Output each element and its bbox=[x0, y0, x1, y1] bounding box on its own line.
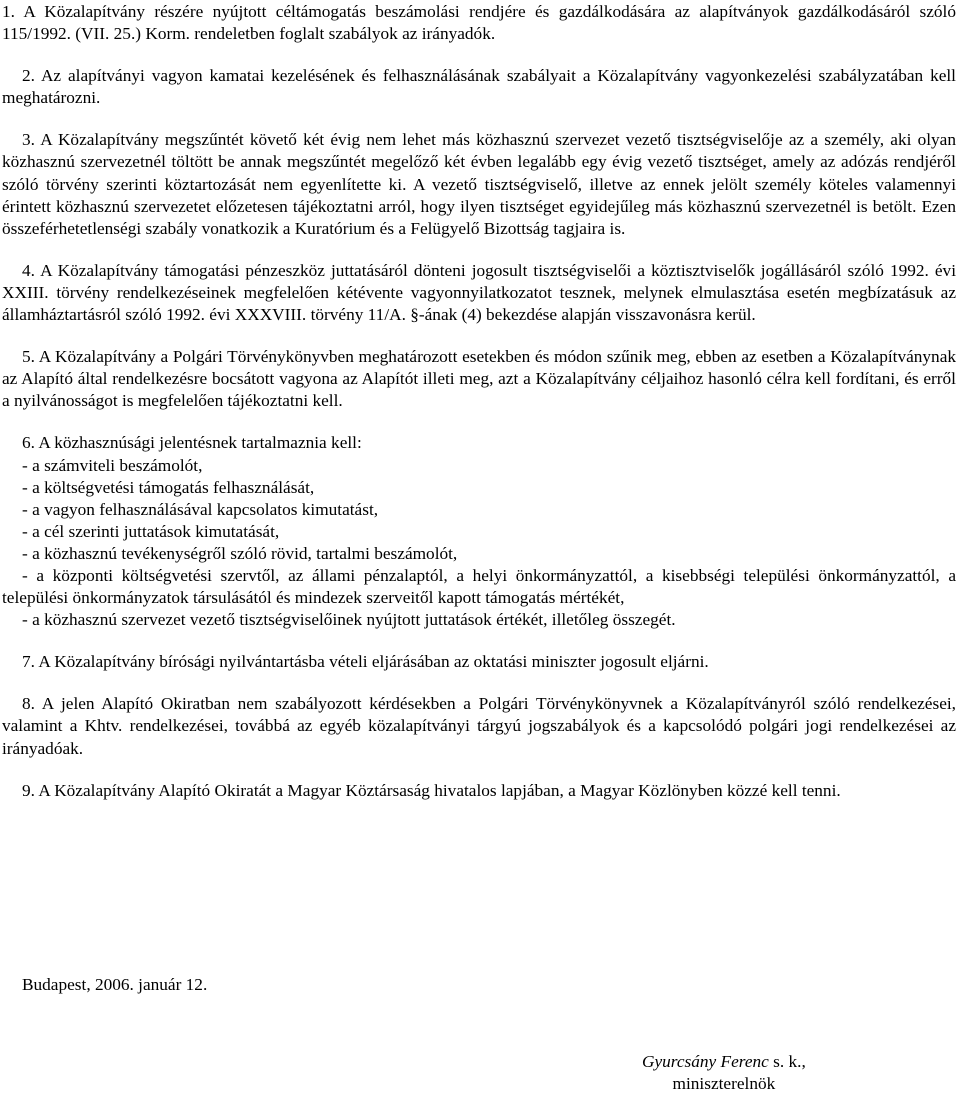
paragraph-text: A Közalapítvány megszűntét követő két évig nem lehet más közhasznú szervezet vezető tisztségviselője az a személy, aki olyan közhasznú szervezetnél töltött be annak megszűntét megelőző két évben legalább egy évig vezető tisztséget, amely az adózás rendjéről szóló törvény szerinti köztartozását nem egyenlítette ki. A vezető tisztségviselő, illetve az ennek jelölt személy köteles valamennyi érintett közhasznú szervezetet előzetesen tájékoztatni arról, hogy ilyen tisztséget egyidejűleg más közhasznú szervezetnél is betölt. Ezen összeférhetetlenségi szabály vonatkozik a Kuratórium és a Felügyelő Bizottság tagjaira is. bbox=[2, 130, 956, 238]
place-and-date: Budapest, 2006. január 12. bbox=[22, 975, 208, 994]
paragraph-6-intro bbox=[2, 432, 956, 454]
paragraph-number: 3. bbox=[22, 130, 35, 150]
paragraph-3 bbox=[2, 129, 956, 239]
signatory-title: miniszterelnök bbox=[672, 1074, 776, 1093]
signature-block bbox=[642, 1051, 806, 1095]
paragraph-text: A Közalapítvány Alapító Okiratát a Magyar Köztársaság hivatalos lapjában, a Magyar Közlönyben közzé kell tenni. bbox=[38, 780, 841, 800]
paragraph-2 bbox=[2, 65, 956, 109]
paragraph-number: 8. bbox=[22, 694, 35, 714]
paragraph-text: A Közalapítvány bírósági nyilvántartásba vételi eljárásában az oktatási miniszter jogosult eljárni. bbox=[38, 652, 709, 672]
paragraph-text: A Közalapítvány támogatási pénzeszköz juttatásáról dönteni jogosult tisztségviselői a köztisztviselők jogállásáról szóló 1992. évi XXIII. törvény rendelkezéseinek megfelelően kétévente vagyonnyilatkozatot tesznek, melynek elmulasztása esetén megbízatásuk az államháztartásról szóló 1992. évi XXXVIII. törvény 11/A. §-ának (4) bekezdése alapján visszavonásra kerül. bbox=[2, 260, 956, 325]
paragraph-6 bbox=[2, 432, 956, 631]
list-item: - a vagyon felhasználásával kapcsolatos kimutatást, bbox=[22, 499, 379, 519]
list-item: - a közhasznú szervezet vezető tisztségviselőinek nyújtott juttatások értékét, illetőleg összegét. bbox=[22, 610, 676, 630]
paragraph-text: Az alapítványi vagyon kamatai kezelésének és felhasználásának szabályait a Közalapítvány vagyonkezelési szabályzatában kell meghatározni. bbox=[2, 66, 956, 108]
paragraph-text: A Közalapítvány részére nyújtott céltámogatás beszámolási rendjére és gazdálkodására az alapítványok gazdálkodásáról szóló 115/1992. (VII. 25.) Korm. rendeletben foglalt szabályok az irányadók. bbox=[2, 2, 956, 44]
paragraph-number: 7. bbox=[22, 652, 35, 672]
paragraph-4 bbox=[2, 260, 956, 326]
list-item: - a költségvetési támogatás felhasználását, bbox=[22, 477, 315, 497]
paragraph-1 bbox=[2, 0, 956, 45]
signatory-name: Gyurcsány Ferenc bbox=[642, 1052, 769, 1071]
list-item: - a számviteli beszámolót, bbox=[22, 455, 203, 475]
paragraph-number: 9. bbox=[22, 780, 35, 800]
paragraph-text: A jelen Alapító Okiratban nem szabályozott kérdésekben a Polgári Törvénykönyvnek a Közalapítványról szóló rendelkezései, valamint a Khtv. rendelkezései, továbbá az egyéb közalapítványi tárgyú jogszabályok és a kapcsolódó polgári jogi rendelkezései az irányadóak. bbox=[2, 694, 956, 758]
list-item: - a központi költségvetési szervtől, az állami pénzalaptól, a helyi önkormányzattól, a kisebbségi települési önkormányzattól, a települési önkormányzatok társulásától és mindezek szerveitől kapott támogatás mértékét, bbox=[2, 565, 956, 608]
paragraph-text: A Közalapítvány a Polgári Törvénykönyvben meghatározott esetekben és módon szűnik meg, ebben az esetben a Közalapítványnak az Alapító által rendelkezésre bocsátott vagyona az Alapítót illeti meg, azt a Közalapítvány céljaihoz hasonló célra kell fordítani, és erről a nyilvánosságot is megfelelően tájékoztatni kell. bbox=[2, 347, 957, 411]
paragraph-number: 2. bbox=[22, 66, 35, 86]
paragraph-8 bbox=[2, 693, 956, 759]
paragraph-7 bbox=[2, 651, 956, 673]
list-item: - a cél szerinti juttatások kimutatását, bbox=[22, 521, 280, 541]
document-body bbox=[2, 0, 956, 802]
list-item: - a közhasznú tevékenységről szóló rövid, tartalmi beszámolót, bbox=[22, 543, 458, 563]
paragraph-number: 6. bbox=[22, 433, 35, 453]
paragraph-5 bbox=[2, 346, 956, 412]
signature-suffix: s. k., bbox=[768, 1052, 806, 1071]
paragraph-number: 5. bbox=[22, 347, 35, 367]
paragraph-number: 4. bbox=[22, 260, 35, 280]
paragraph-text: A közhasznúsági jelentésnek tartalmaznia kell: bbox=[38, 433, 362, 453]
paragraph-number: 1. bbox=[2, 2, 15, 21]
paragraph-9 bbox=[2, 780, 956, 802]
